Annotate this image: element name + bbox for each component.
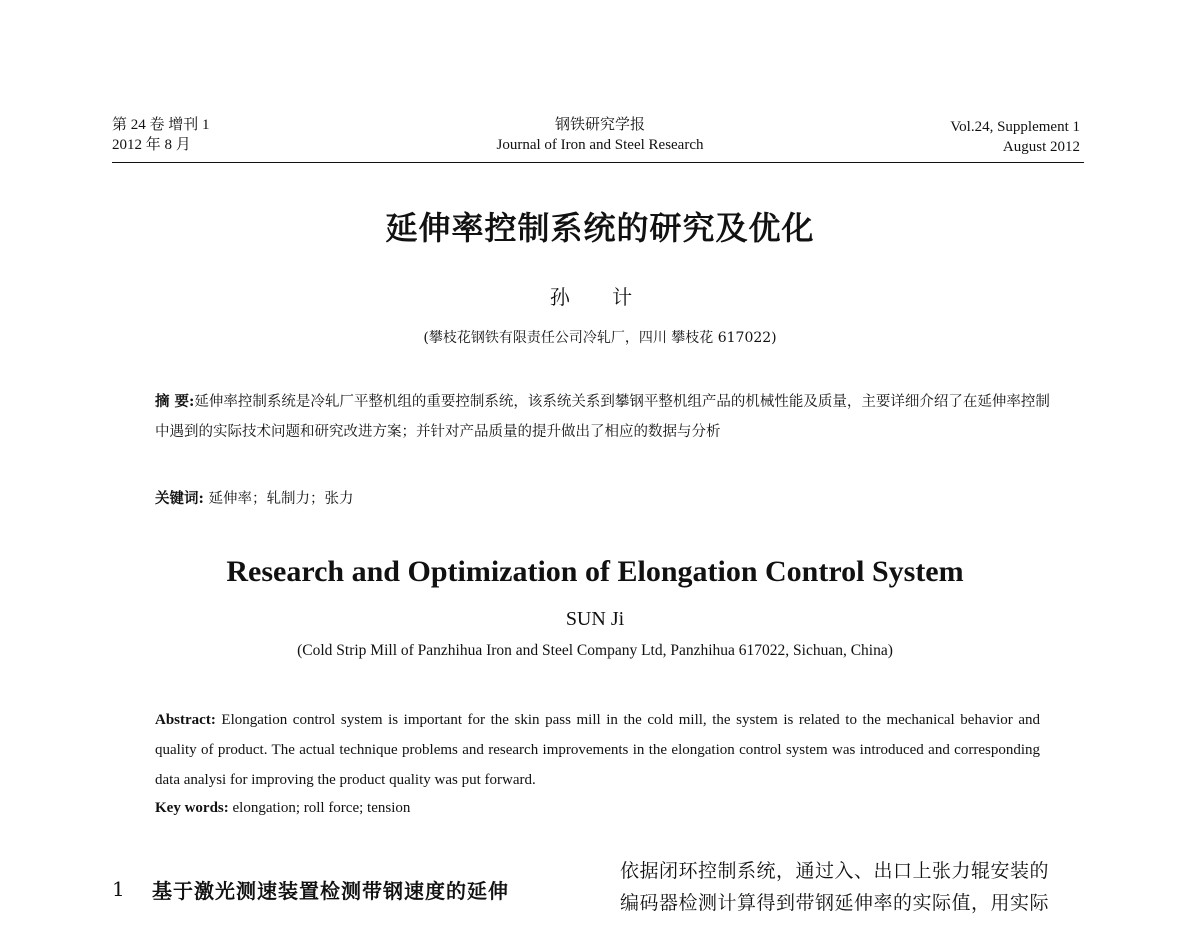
journal-volume-info-en (950, 117, 1080, 157)
journal-name (400, 115, 800, 155)
volume-issue: 第 24 卷 增刊 1 (112, 117, 210, 133)
paper-title-en: Research and Optimization of Elongation Control System (226, 555, 964, 588)
author-cn: 孙 计 (549, 285, 651, 309)
abstract-text-en: Elongation control system is important for the skin pass mill in the cold mill, the system is related to the mechanical behavior and quality of product. The actual technique problems and research improvements in the elongation control system was introduced and corresponding data analysi for improving the product quality was put forward. (155, 712, 1041, 788)
keywords-cn (155, 487, 353, 508)
keywords-text-cn: 延伸率；轧制力；张力 (208, 491, 354, 507)
section-title: 基于激光测速装置检测带钢速度的延伸 (152, 879, 509, 903)
body-line: 依据闭环控制系统，通过入、出口上张力辊安装的 (620, 860, 1050, 882)
keywords-label-cn: 关键词: (155, 490, 204, 507)
body-line: 编码器检测计算得到带钢延伸率的实际值，用实际 (620, 892, 1050, 914)
abstract-text-cn: 延伸率控制系统是冷轧厂平整机组的重要控制系统，该系统关系到攀钢平整机组产品的机械性能及质量，主要详细介绍了在延伸率控制中遇到的实际技术问题和研究改进方案；并针对产品质量的提升做出了相应的数据与分析 (155, 394, 1050, 440)
publication-date-cn: 2012 年 8 月 (112, 137, 191, 153)
abstract-label-en: Abstract: (155, 712, 216, 728)
publication-date-en: August 2012 (1002, 139, 1080, 155)
paper-title-cn: 延伸率控制系统的研究及优化 (385, 209, 815, 247)
abstract-label-cn: 摘 要: (155, 393, 195, 410)
header-divider (112, 162, 1084, 163)
journal-name-en: Journal of Iron and Steel Research (496, 137, 704, 153)
abstract-en (155, 705, 1040, 795)
keywords-en (155, 800, 410, 817)
abstract-cn (155, 387, 1050, 447)
author-en: SUN Ji (565, 608, 625, 630)
keywords-label-en: Key words: (155, 800, 229, 816)
keywords-text-en: elongation; roll force; tension (232, 800, 411, 816)
volume-supplement: Vol.24, Supplement 1 (950, 119, 1080, 135)
body-text-column (620, 855, 1082, 919)
affiliation-cn: (攀枝花钢铁有限责任公司冷轧厂，四川 攀枝花 617022) (423, 330, 777, 346)
journal-name-cn: 钢铁研究学报 (554, 117, 645, 133)
journal-volume-info (112, 115, 210, 155)
section-number: 1 (112, 877, 125, 901)
affiliation-en: (Cold Strip Mill of Panzhihua Iron and Steel Company Ltd, Panzhihua 617022, Sichuan, China) (297, 642, 893, 659)
